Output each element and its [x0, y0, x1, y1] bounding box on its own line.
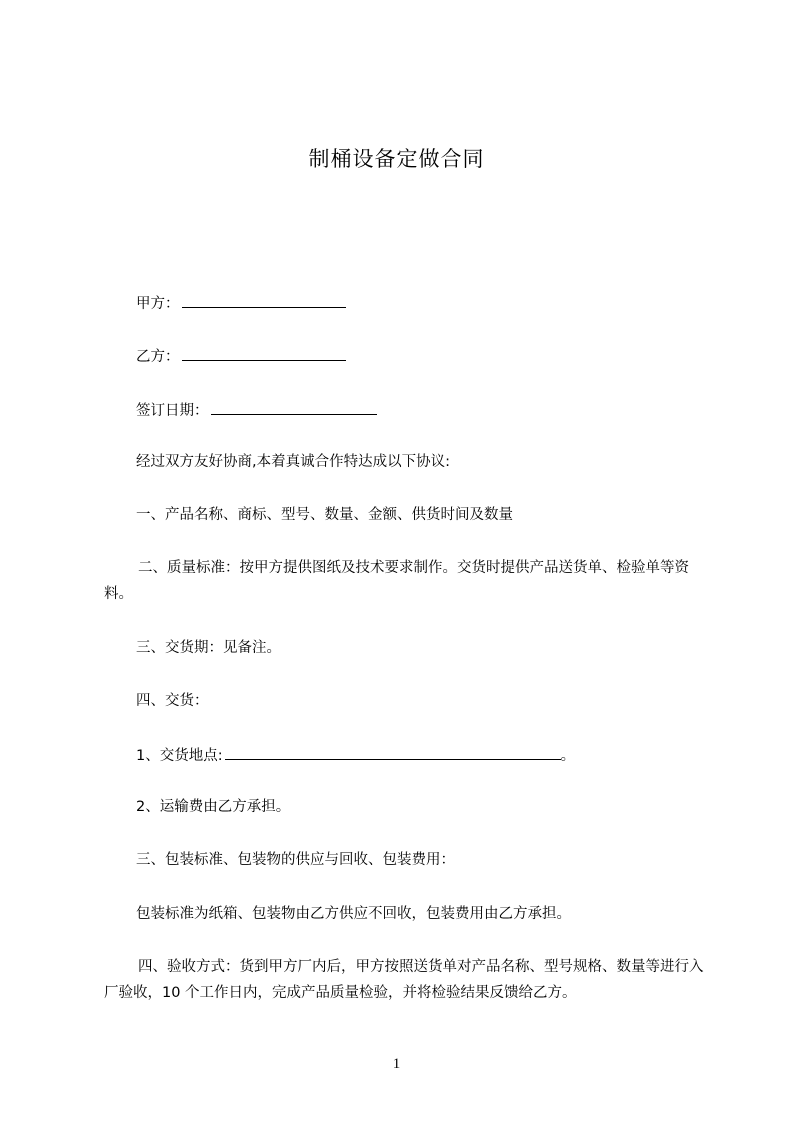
clause-3-heading: 三、交货期：见备注。: [136, 640, 281, 656]
delivery-freight-line: 2、运输费由乙方承担。: [136, 799, 291, 815]
delivery-place-label: 1、交货地点:: [136, 748, 223, 764]
party-b-blank: [182, 345, 346, 361]
packaging-paragraph: 包装标准为纸箱、包装物由乙方供应不回收，包装费用由乙方承担。: [136, 906, 571, 922]
party-b-line: [136, 345, 346, 367]
sign-date-blank: [211, 399, 377, 415]
acceptance-paragraph: 四、验收方式：货到甲方厂内后，甲方按照送货单对产品名称、型号规格、数量等进行入厂验收，10 个工作日内，完成产品质量检验，并将检验结果反馈给乙方。: [104, 959, 704, 1001]
clause-1-heading: 一、产品名称、商标、型号、数量、金额、供货时间及数量: [136, 507, 513, 523]
party-a-blank: [182, 292, 346, 308]
delivery-place-line: [136, 744, 575, 766]
packaging-heading: 三、包装标准、包装物的供应与回收、包装费用：: [136, 852, 455, 868]
delivery-place-end: 。: [560, 748, 576, 764]
party-b-label: 乙方：: [136, 349, 180, 365]
document-title: 制桶设备定做合同: [308, 147, 485, 171]
sign-date-line: [136, 399, 377, 421]
clause-4-heading: 四、交货：: [136, 693, 209, 709]
delivery-place-blank: [225, 744, 561, 760]
clause-2-paragraph: 二、质量标准：按甲方提供图纸及技术要求制作。交货时提供产品送货单、检验单等资料。: [104, 560, 689, 602]
intro-paragraph: 经过双方友好协商,本着真诚合作特达成以下协议:: [136, 454, 450, 470]
party-a-line: [136, 292, 346, 314]
page-number: 1: [392, 1056, 401, 1072]
party-a-label: 甲方：: [136, 296, 180, 312]
sign-date-label: 签订日期：: [136, 403, 209, 419]
